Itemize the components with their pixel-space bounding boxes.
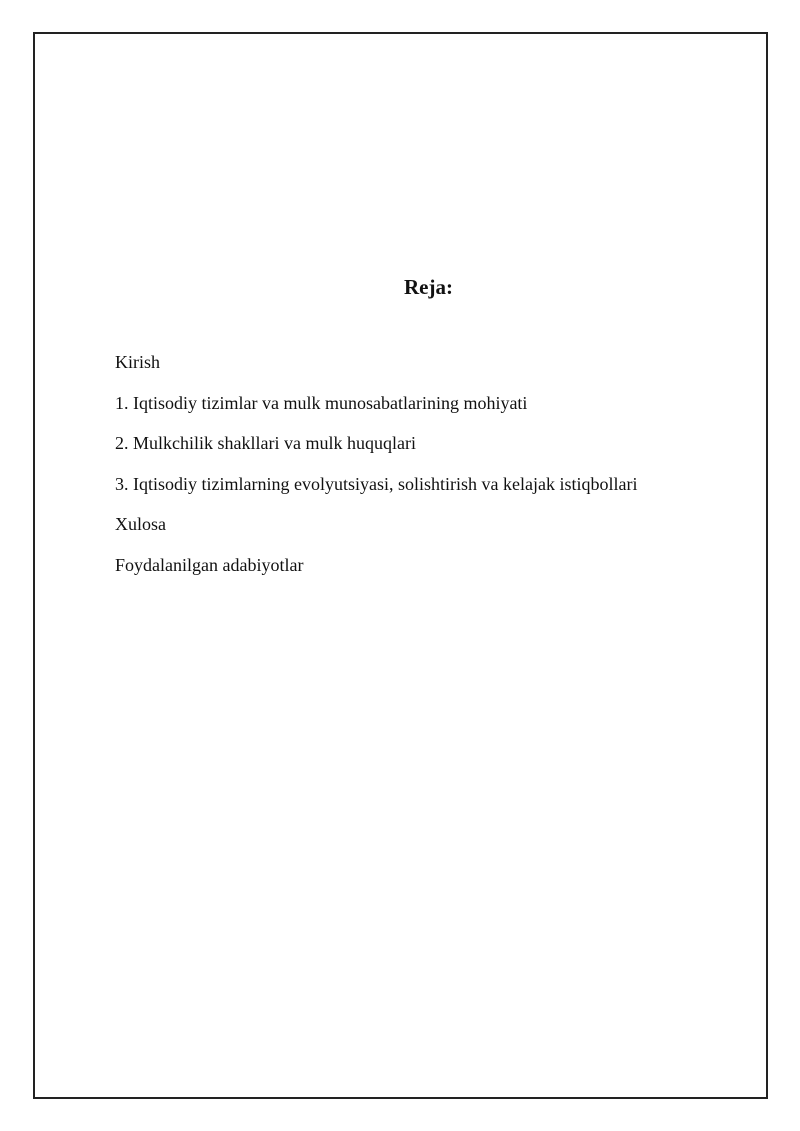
toc-item-references: Foydalanilgan adabiyotlar	[115, 554, 304, 575]
toc-item-chapter-3: 3. Iqtisodiy tizimlarning evolyutsiyasi, solishtirish va kelajak istiqbollari	[115, 473, 638, 494]
toc-item-conclusion: Xulosa	[115, 514, 166, 534]
toc-item-chapter-2: 2. Mulkchilik shakllari va mulk huquqlari	[115, 433, 416, 453]
table-of-contents	[115, 351, 637, 594]
toc-item-chapter-1: 1. Iqtisodiy tizimlar va mulk munosabatlarining mohiyati	[115, 392, 528, 413]
toc-item-introduction: Kirish	[115, 352, 160, 372]
page-title: Reja:	[404, 275, 453, 299]
